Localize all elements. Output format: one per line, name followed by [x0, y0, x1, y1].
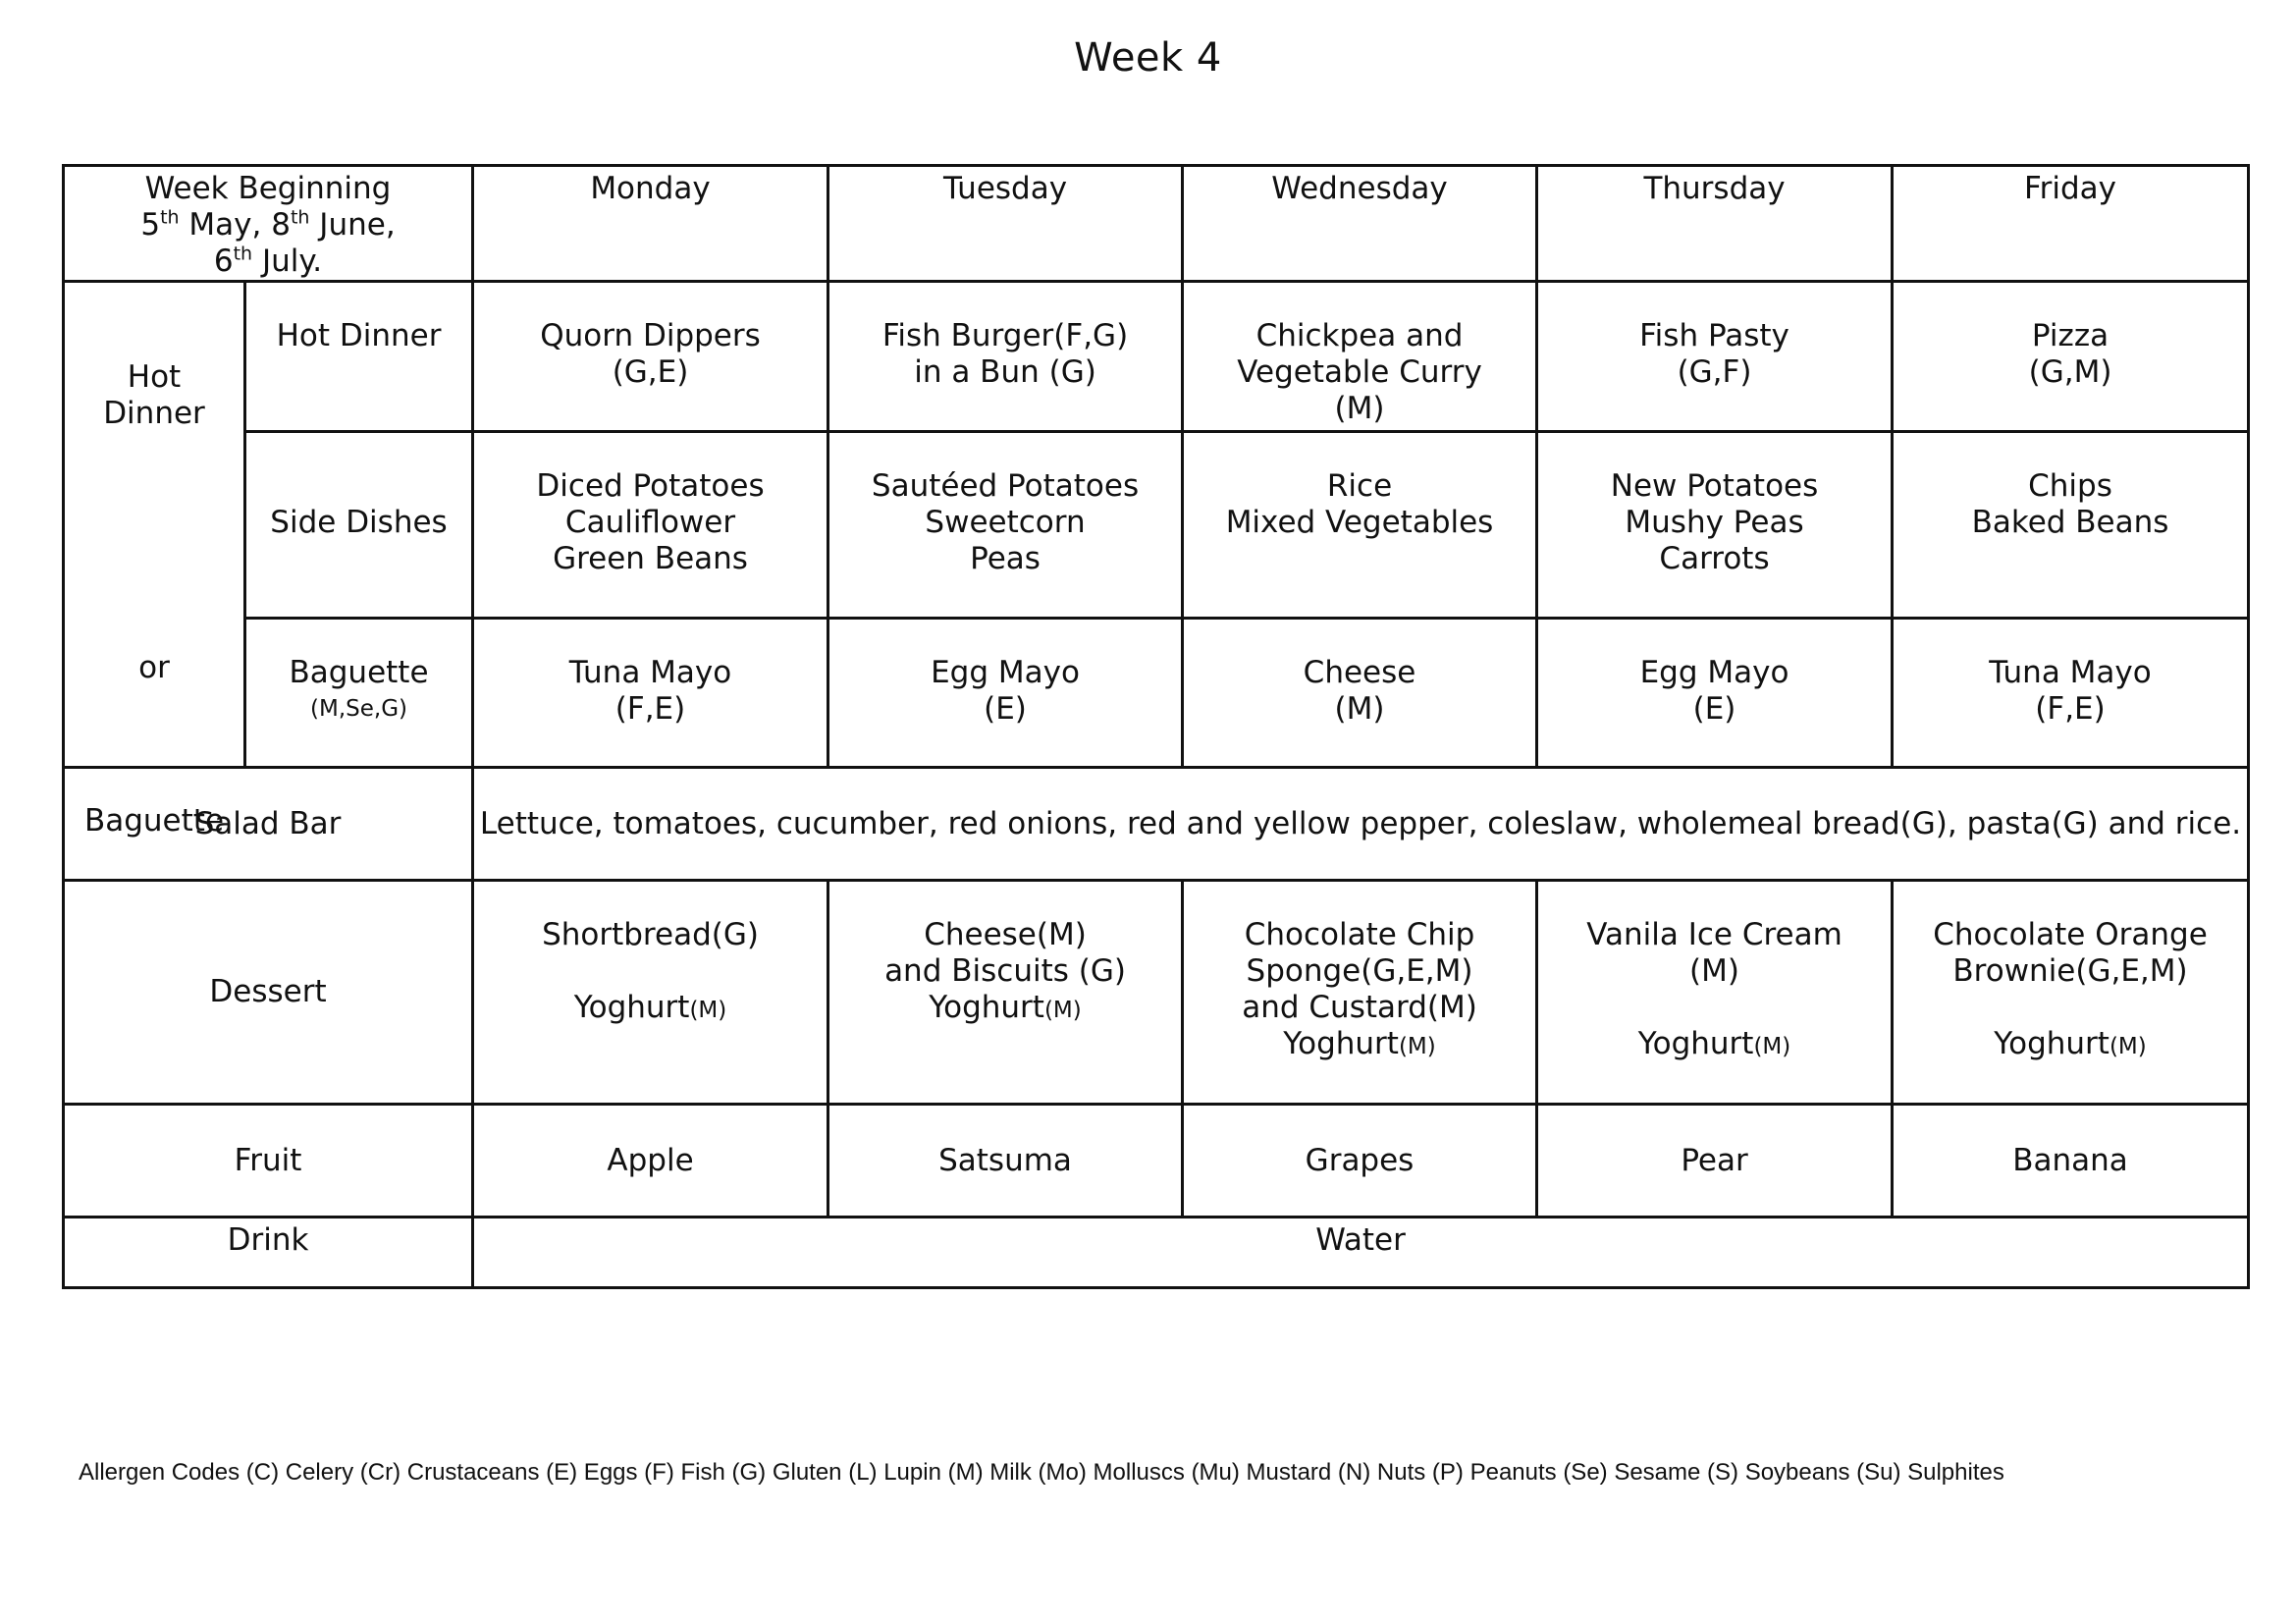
- row-label-dessert: Dessert: [64, 881, 473, 1105]
- page-title: Week 4: [1074, 35, 1222, 81]
- baguette-tuesday: Egg Mayo (E): [828, 619, 1183, 768]
- week-beginning-dates-1: 5th May, 8th June,: [140, 206, 396, 243]
- hot-dinner-wednesday: Chickpea and Vegetable Curry (M): [1183, 282, 1537, 432]
- side-dishes-row: [64, 432, 2249, 619]
- baguette-wednesday: Cheese (M): [1183, 619, 1537, 768]
- group-label-or: or: [138, 650, 170, 685]
- dessert-monday: Shortbread(G) Yoghurt(M): [473, 881, 828, 1105]
- side-dishes-tuesday: Sautéed Potatoes Sweetcorn Peas: [828, 432, 1183, 619]
- salad-bar-contents: Lettuce, tomatoes, cucumber, red onions, red and yellow pepper, coleslaw, wholemeal bread(G), pasta(G) and rice.: [473, 768, 2249, 881]
- row-label-fruit: Fruit: [64, 1105, 473, 1218]
- baguette-allergens: (M,Se,G): [310, 696, 407, 722]
- hot-dinner-thursday: Fish Pasty (G,F): [1537, 282, 1893, 432]
- row-label-drink: Drink: [64, 1218, 473, 1288]
- baguette-friday: Tuna Mayo (F,E): [1893, 619, 2249, 768]
- row-label-hot-dinner: Hot Dinner: [245, 282, 473, 432]
- week-beginning-cell: [64, 166, 473, 282]
- week-beginning-dates-2: 6th July.: [213, 243, 323, 279]
- day-header-tuesday: Tuesday: [828, 166, 1183, 282]
- hot-dinner-monday: Quorn Dippers (G,E): [473, 282, 828, 432]
- group-label-baguette: Baguette: [83, 803, 225, 839]
- fruit-monday: Apple: [473, 1105, 828, 1218]
- side-dishes-thursday: New Potatoes Mushy Peas Carrots: [1537, 432, 1893, 619]
- row-label-side-dishes: Side Dishes: [245, 432, 473, 619]
- fruit-friday: Banana: [1893, 1105, 2249, 1218]
- day-header-friday: Friday: [1893, 166, 2249, 282]
- group-label-hot: Hot: [127, 359, 182, 395]
- day-header-thursday: Thursday: [1537, 166, 1893, 282]
- fruit-wednesday: Grapes: [1183, 1105, 1537, 1218]
- side-dishes-wednesday: Rice Mixed Vegetables: [1183, 432, 1537, 619]
- drink-contents: Water: [473, 1218, 2249, 1288]
- fruit-tuesday: Satsuma: [828, 1105, 1183, 1218]
- baguette-monday: Tuna Mayo (F,E): [473, 619, 828, 768]
- baguette-thursday: Egg Mayo (E): [1537, 619, 1893, 768]
- dessert-tuesday: Cheese(M) and Biscuits (G) Yoghurt(M): [828, 881, 1183, 1105]
- hot-dinner-or-baguette-group: [64, 282, 245, 839]
- header-row: [64, 166, 2249, 282]
- dessert-row: [64, 881, 2249, 1105]
- fruit-row: [64, 1105, 2249, 1218]
- day-header-wednesday: Wednesday: [1183, 166, 1537, 282]
- fruit-thursday: Pear: [1537, 1105, 1893, 1218]
- dessert-thursday: Vanila Ice Cream (M) Yoghurt(M): [1537, 881, 1893, 1105]
- hot-dinner-friday: Pizza (G,M): [1893, 282, 2249, 432]
- week-beginning-label: Week Beginning: [144, 171, 392, 206]
- row-label-salad-bar: Salad Bar: [64, 768, 473, 881]
- hot-dinner-tuesday: Fish Burger(F,G) in a Bun (G): [828, 282, 1183, 432]
- dessert-wednesday: Chocolate Chip Sponge(G,E,M) and Custard(M) Yoghurt(M): [1183, 881, 1537, 1105]
- group-label-dinner: Dinner: [103, 396, 205, 431]
- side-dishes-monday: Diced Potatoes Cauliflower Green Beans: [473, 432, 828, 619]
- hot-dinner-row: [64, 282, 2249, 432]
- day-header-monday: Monday: [473, 166, 828, 282]
- allergen-codes: Allergen Codes (C) Celery (Cr) Crustaceans (E) Eggs (F) Fish (G) Gluten (L) Lupin (M) Milk (Mo) Molluscs (Mu) Mustard (N) Nuts (P) Peanuts (Se) Sesame (S) Soybeans (Su) Sulphites: [79, 1459, 2004, 1486]
- side-dishes-friday: Chips Baked Beans: [1893, 432, 2249, 619]
- dessert-friday: Chocolate Orange Brownie(G,E,M) Yoghurt(M): [1893, 881, 2249, 1105]
- menu-table: [62, 164, 2250, 1289]
- salad-bar-row: [64, 768, 2249, 881]
- row-label-baguette: Baguette (M,Se,G): [245, 619, 473, 768]
- baguette-row: [64, 619, 2249, 768]
- drink-row: [64, 1218, 2249, 1288]
